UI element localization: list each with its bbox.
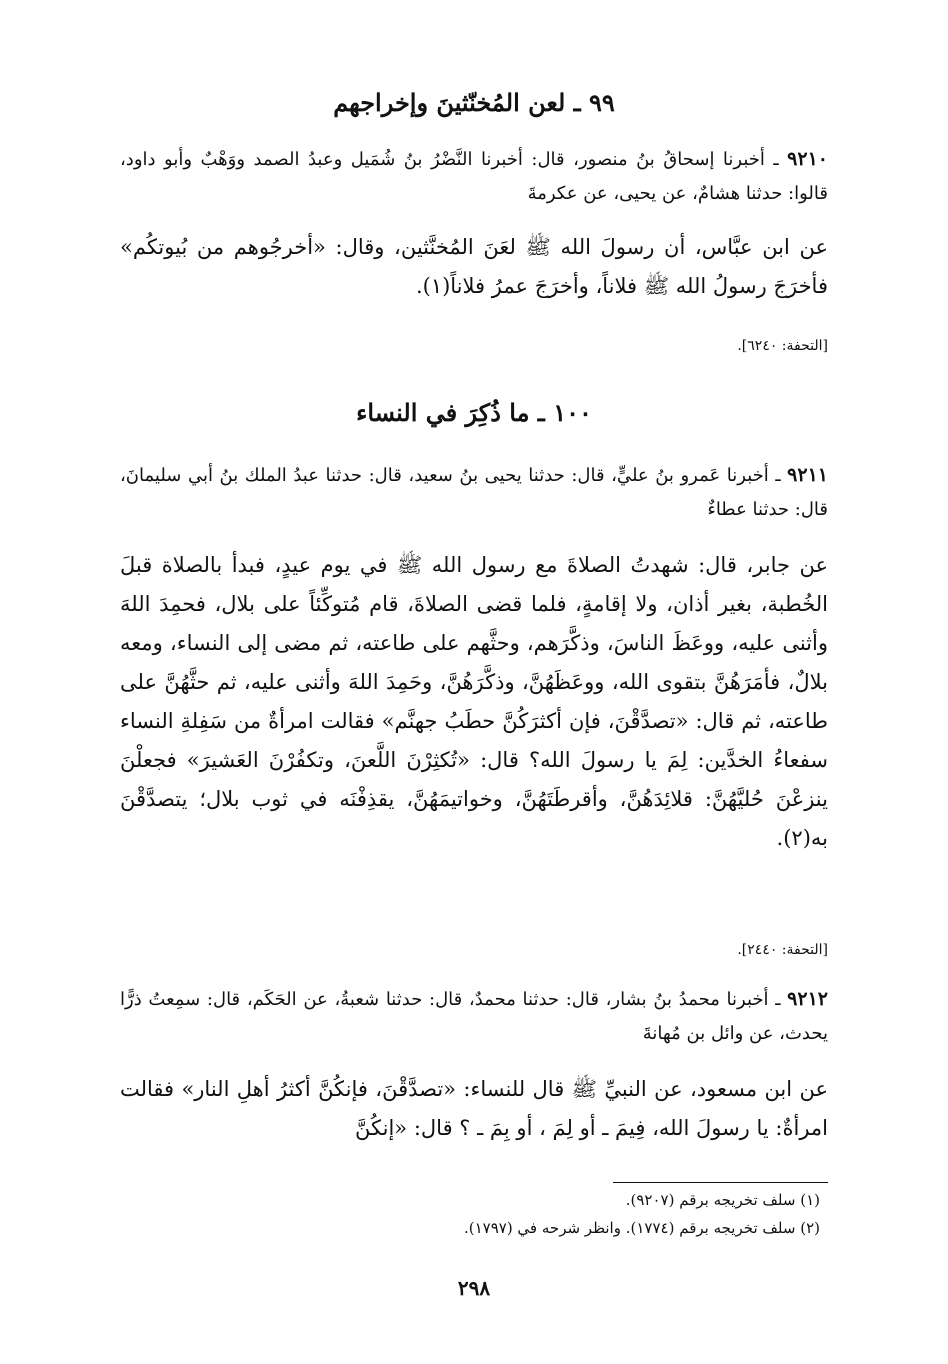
chapter-heading-100: ١٠٠ ـ ما ذُكِرَ في النساء bbox=[356, 398, 592, 427]
footnote-separator bbox=[613, 1182, 828, 1183]
isnad-text: ـ أخبرنا محمدُ بنُ بشار، قال: حدثنا محمدٌ، قال: حدثنا شعبةُ، عن الحَكَم، قال: سمِعتُ ذرًّا يحدث، عن وائل بن مُهانةَ bbox=[120, 989, 828, 1044]
footnotes bbox=[120, 1186, 828, 1242]
chapter-heading-99: ٩٩ ـ لعن المُخنّثينَ وإخراجهم bbox=[333, 88, 615, 117]
isnad-text: ـ أخبرنا عَمرو بنُ عليٍّ، قال: حدثنا يحيى بنُ سعيد، قال: حدثنا عبدُ الملك بنُ أبي سليمانَ، قال: حدثنا عطاءٌ bbox=[120, 465, 828, 520]
tuhfa-reference: [التحفة: ٦٢٤٠]. bbox=[737, 338, 828, 354]
hadith-9210-matn: عن ابن عبَّاس، أن رسولَ الله ﷺ لعَنَ المُخنَّثين، وقال: «أخرجُوهم من بُيوتكُم» فأخرَجَ رسولُ الله ﷺ فلاناً، وأخرَجَ عمرُ فلاناً(١). bbox=[120, 235, 828, 298]
hadith-9211-matn: عن جابر، قال: شهدتُ الصلاةَ مع رسول الله ﷺ في يوم عيدٍ، فبدأ بالصلاة قبلَ الخُطبة، بغير أذان، ولا إقامةٍ، فلما قضى الصلاةَ، قام مُتوكِّئاً على بلال، فحمِدَ اللهَ وأثنى عليه، ووعَظَ الناسَ، وذكَّرَهم، وحثَّهم على طاعته، ثم مضى إلى النساء، ومعه بلالٌ، فأمَرَهُنَّ بتقوى الله، ووعَظَهُنَّ، وذكَّرَهُنَّ، وحَمِدَ اللهَ وأثنى عليه، ثم حثَّهُنَّ على طاعته، ثم قال: «تصدَّقْنَ، فإن أكثرَكُنَّ حطَبُ جهنَّم» فقالت امرأةٌ من سَفِلةِ النساء سفعاءُ الخدَّين: لِمَ يا رسولَ الله؟ قال: «تُكثِرْنَ اللَّعنَ، وتكفُرْنَ العَشيرَ» فجعلْنَ ينزعْنَ حُليَّهُنَّ: قلائِدَهُنَّ، وأقرطَتَهُنَّ، وخواتيمَهُنَّ، يقذِفْنَه في ثوب بلال؛ يتصدَّقْنَ به(٢). bbox=[120, 553, 828, 850]
isnad-text: ـ أخبرنا إسحاقُ بنُ منصور، قال: أخبرنا النَّضْرُ بنُ شُمَيل وعبدُ الصمد ووَهْبٌ وأبو داود، قالوا: حدثنا هشامٌ، عن يحيى، عن عكرمةَ bbox=[120, 149, 828, 204]
hadith-number: ٩٢١٢ bbox=[787, 988, 828, 1010]
tuhfa-reference: [التحفة: ٢٤٤٠]. bbox=[737, 942, 828, 958]
hadith-9210-isnad bbox=[120, 142, 828, 211]
hadith-number: ٩٢١٠ bbox=[787, 148, 828, 170]
hadith-9212-matn: عن ابن مسعود، عن النبيِّ ﷺ قال للنساء: «تصدَّقْنَ، فإنكُنَّ أكثرُ أهلِ النار» فقالت امرأةٌ: يا رسولَ الله، فِيمَ ـ أو لِمَ ، أو بِمَ ـ ؟ قال: «إنكُنَّ bbox=[120, 1077, 828, 1140]
book-page bbox=[120, 0, 828, 1364]
footnote-2: (٢) سلف تخريجه برقم (١٧٧٤). وانظر شرحه في (١٧٩٧). bbox=[463, 1219, 820, 1237]
page-number: ٢٩٨ bbox=[457, 1276, 491, 1300]
hadith-9212-isnad bbox=[120, 982, 828, 1051]
hadith-9211-isnad bbox=[120, 458, 828, 527]
footnote-1: (١) سلف تخريجه برقم (٩٢٠٧). bbox=[625, 1191, 820, 1209]
hadith-number: ٩٢١١ bbox=[787, 464, 828, 486]
